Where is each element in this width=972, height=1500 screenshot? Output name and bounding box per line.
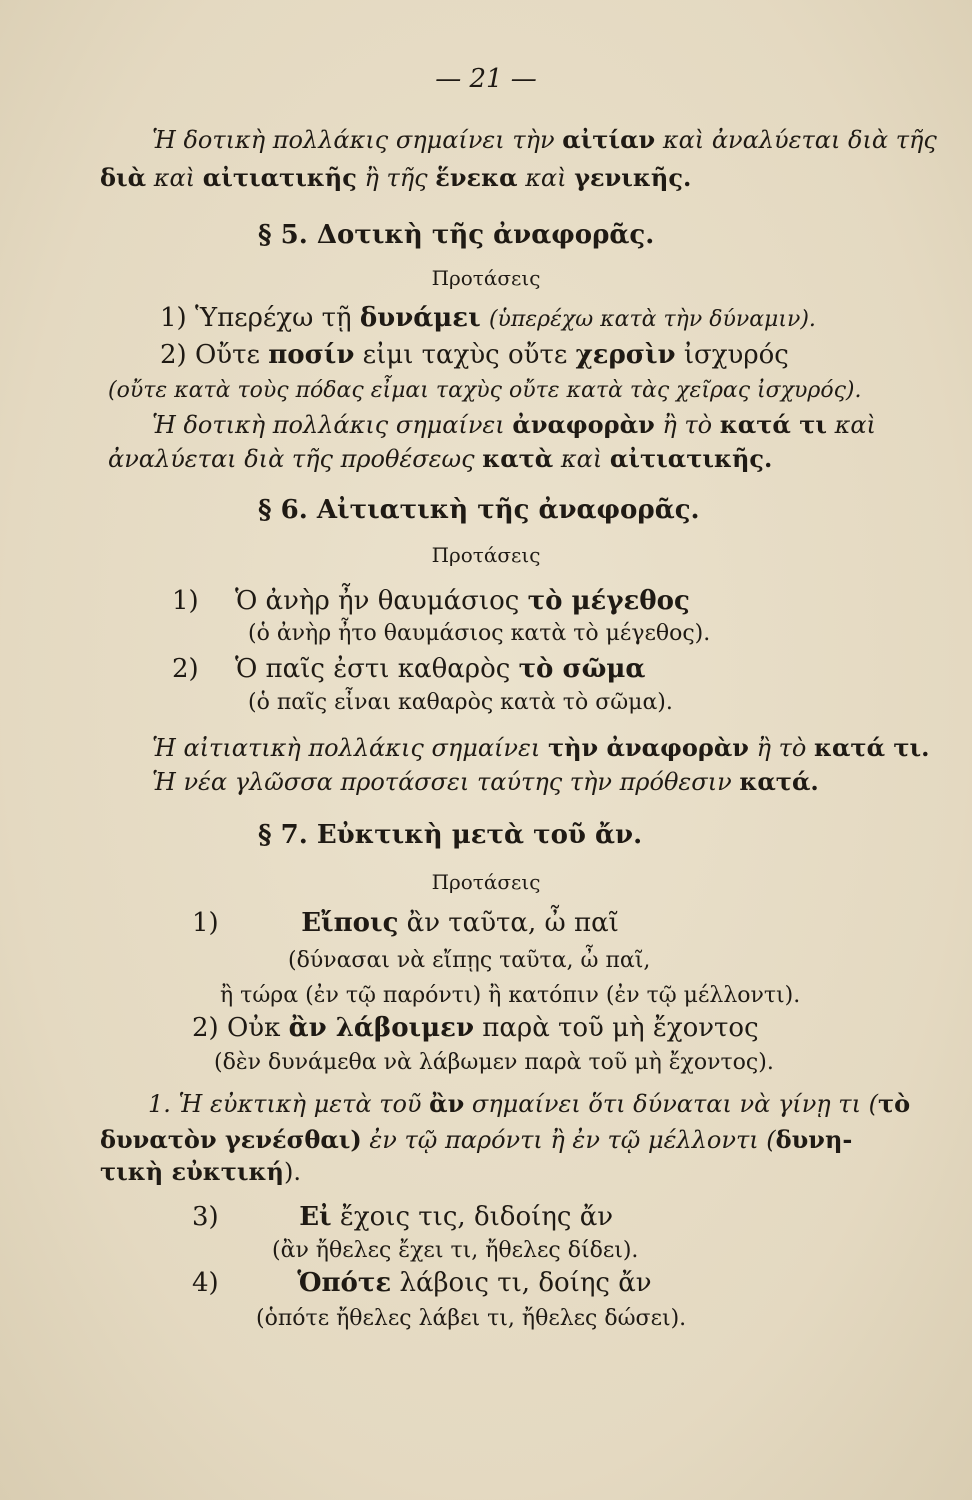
text: καὶ bbox=[525, 164, 567, 192]
intro-line-1 bbox=[152, 125, 937, 154]
number: 4) bbox=[192, 1268, 219, 1298]
text: ἢ τῆς bbox=[364, 164, 428, 192]
emphasis: τὸ σῶμα bbox=[518, 654, 646, 684]
text: Ὁ ἀνὴρ ἦν θαυμάσιος bbox=[234, 586, 520, 616]
s6-rule-line-2 bbox=[152, 767, 819, 796]
s7-gloss-1b: ἢ τώρα (ἐν τῷ παρόντι) ἢ κατόπιν (ἐν τῷ μέλλοντι). bbox=[220, 983, 801, 1008]
emphasis: αἰτιατικῆς. bbox=[609, 444, 773, 473]
emphasis: ἕνεκα bbox=[435, 163, 518, 192]
emphasis: κατά τι bbox=[719, 410, 827, 439]
s7-gloss-4: (ὁπότε ἤθελες λάβει τι, ἤθελες δώσει). bbox=[256, 1306, 687, 1331]
text: 2) Οὔτε bbox=[160, 340, 260, 370]
text: 1. Ἡ εὐκτικὴ μετὰ τοῦ bbox=[148, 1090, 422, 1118]
number: 3) bbox=[192, 1202, 219, 1232]
text: εἰμι ταχὺς οὔτε bbox=[362, 340, 568, 370]
intro-line-2 bbox=[100, 163, 692, 192]
emphasis: Ὁπότε bbox=[297, 1268, 392, 1298]
s5-example-2 bbox=[160, 342, 789, 368]
emphasis: τὸ μέγεθος bbox=[527, 586, 690, 616]
text: ἂν ταῦτα, ὦ παῖ bbox=[406, 908, 619, 938]
emphasis: ἀναφορὰν bbox=[512, 410, 655, 439]
number: 1) bbox=[192, 908, 219, 938]
text: ). bbox=[283, 1158, 301, 1186]
text: ἰσχυρός bbox=[683, 340, 789, 370]
number: 1) bbox=[172, 586, 199, 616]
text: λάβοις τι, δοίης ἄν bbox=[399, 1268, 652, 1298]
section-5-subheading: Προτάσεις bbox=[431, 266, 541, 290]
note-line-1 bbox=[148, 1089, 911, 1118]
emphasis: κατά. bbox=[739, 767, 819, 796]
emphasis: τικὴ εὐκτική bbox=[100, 1157, 284, 1186]
s5-rule-line-1 bbox=[152, 410, 876, 439]
text: Ἡ νέα γλῶσσα προτάσσει ταύτης τὴν πρόθεσιν bbox=[152, 768, 732, 796]
s7-gloss-1a: (δύνασαι νὰ εἴπῃς ταῦτα, ὦ παῖ, bbox=[288, 948, 651, 973]
s5-example-1 bbox=[160, 305, 816, 331]
text: 1) Ὑπερέχω τῇ bbox=[160, 303, 352, 333]
s5-gloss-2: (οὔτε κατὰ τοὺς πόδας εἶμαι ταχὺς οὔτε κατὰ τὰς χεῖρας ἰσχυρός). bbox=[108, 378, 862, 403]
emphasis: ἂν λάβοιμεν bbox=[288, 1013, 474, 1043]
text: ἢ τὸ bbox=[756, 734, 807, 762]
text: σημαίνει ὅτι δύναται νὰ γίνῃ τι ( bbox=[471, 1090, 878, 1118]
s6-example-1 bbox=[172, 588, 690, 614]
emphasis: τὴν ἀναφορὰν bbox=[547, 733, 749, 762]
emphasis: δυνάμει bbox=[359, 303, 481, 333]
number: 2) bbox=[192, 1013, 219, 1043]
s7-example-1 bbox=[192, 910, 619, 936]
emphasis: αἰτιατικῆς bbox=[202, 163, 357, 192]
section-6-heading: § 6. Αἰτιατικὴ τῆς ἀναφορᾶς. bbox=[258, 495, 700, 525]
text: ἢ τὸ bbox=[662, 411, 713, 439]
text: καὶ bbox=[153, 164, 196, 192]
section-7-subheading: Προτάσεις bbox=[431, 870, 541, 894]
text: ἐν τῷ παρόντι ἢ ἐν τῷ μέλλοντι ( bbox=[369, 1126, 776, 1154]
page-number: — 21 — bbox=[435, 64, 537, 94]
text: ἀναλύεται διὰ τῆς προθέσεως bbox=[108, 445, 475, 473]
s7-example-3 bbox=[192, 1204, 613, 1230]
s5-rule-line-2 bbox=[108, 444, 773, 473]
s6-example-2 bbox=[172, 656, 645, 682]
text: καὶ ἀναλύεται διὰ τῆς bbox=[662, 126, 937, 154]
note-line-3 bbox=[100, 1157, 301, 1186]
section-5-heading: § 5. Δοτικὴ τῆς ἀναφορᾶς. bbox=[258, 220, 655, 250]
text: ἔχοις τις, διδοίης ἄν bbox=[339, 1202, 614, 1232]
s6-gloss-1: (ὁ ἀνὴρ ἦτο θαυμάσιος κατὰ τὸ μέγεθος). bbox=[248, 621, 711, 646]
text: Ἡ δοτικὴ πολλάκις σημαίνει bbox=[152, 411, 505, 439]
s7-example-2 bbox=[192, 1015, 759, 1041]
emphasis: διὰ bbox=[100, 163, 147, 192]
emphasis: γενικῆς. bbox=[574, 163, 692, 192]
emphasis: κατά τι. bbox=[813, 733, 930, 762]
emphasis: δυνη- bbox=[775, 1125, 853, 1154]
emphasis: Εἴποις bbox=[301, 908, 399, 938]
s7-gloss-2: (δὲν δυνάμεθα νὰ λάβωμεν παρὰ τοῦ μὴ ἔχοντος). bbox=[214, 1050, 774, 1075]
text: Οὐκ bbox=[226, 1013, 281, 1043]
text: Ἡ δοτικὴ πολλάκις σημαίνει τὴν bbox=[152, 126, 555, 154]
emphasis: τὸ bbox=[878, 1089, 911, 1118]
text: παρὰ τοῦ μὴ ἔχοντος bbox=[482, 1013, 759, 1043]
gloss: (ὑπερέχω κατὰ τὴν δύναμιν). bbox=[488, 307, 816, 332]
note-line-2 bbox=[100, 1125, 853, 1154]
text: καὶ bbox=[834, 411, 876, 439]
number: 2) bbox=[172, 654, 199, 684]
text: Ὁ παῖς ἐστι καθαρὸς bbox=[234, 654, 511, 684]
s7-gloss-3: (ἂν ἤθελες ἔχει τι, ἤθελες δίδει). bbox=[272, 1238, 639, 1263]
s6-gloss-2: (ὁ παῖς εἶναι καθαρὸς κατὰ τὸ σῶμα). bbox=[248, 690, 673, 715]
text: Ἡ αἰτιατικὴ πολλάκις σημαίνει bbox=[152, 734, 541, 762]
text: καὶ bbox=[560, 445, 603, 473]
section-6-subheading: Προτάσεις bbox=[431, 543, 541, 567]
emphasis: ποσίν bbox=[268, 340, 355, 370]
emphasis: αἰτίαν bbox=[562, 125, 656, 154]
section-7-heading: § 7. Εὐκτικὴ μετὰ τοῦ ἄν. bbox=[258, 820, 643, 850]
s7-example-4 bbox=[192, 1270, 652, 1296]
emphasis: χερσὶν bbox=[575, 340, 676, 370]
emphasis: ἂν bbox=[429, 1089, 465, 1118]
emphasis: δυνατὸν γενέσθαι) bbox=[100, 1125, 362, 1154]
emphasis: κατὰ bbox=[482, 444, 554, 473]
emphasis: Εἰ bbox=[299, 1202, 332, 1232]
s6-rule-line-1 bbox=[152, 733, 930, 762]
